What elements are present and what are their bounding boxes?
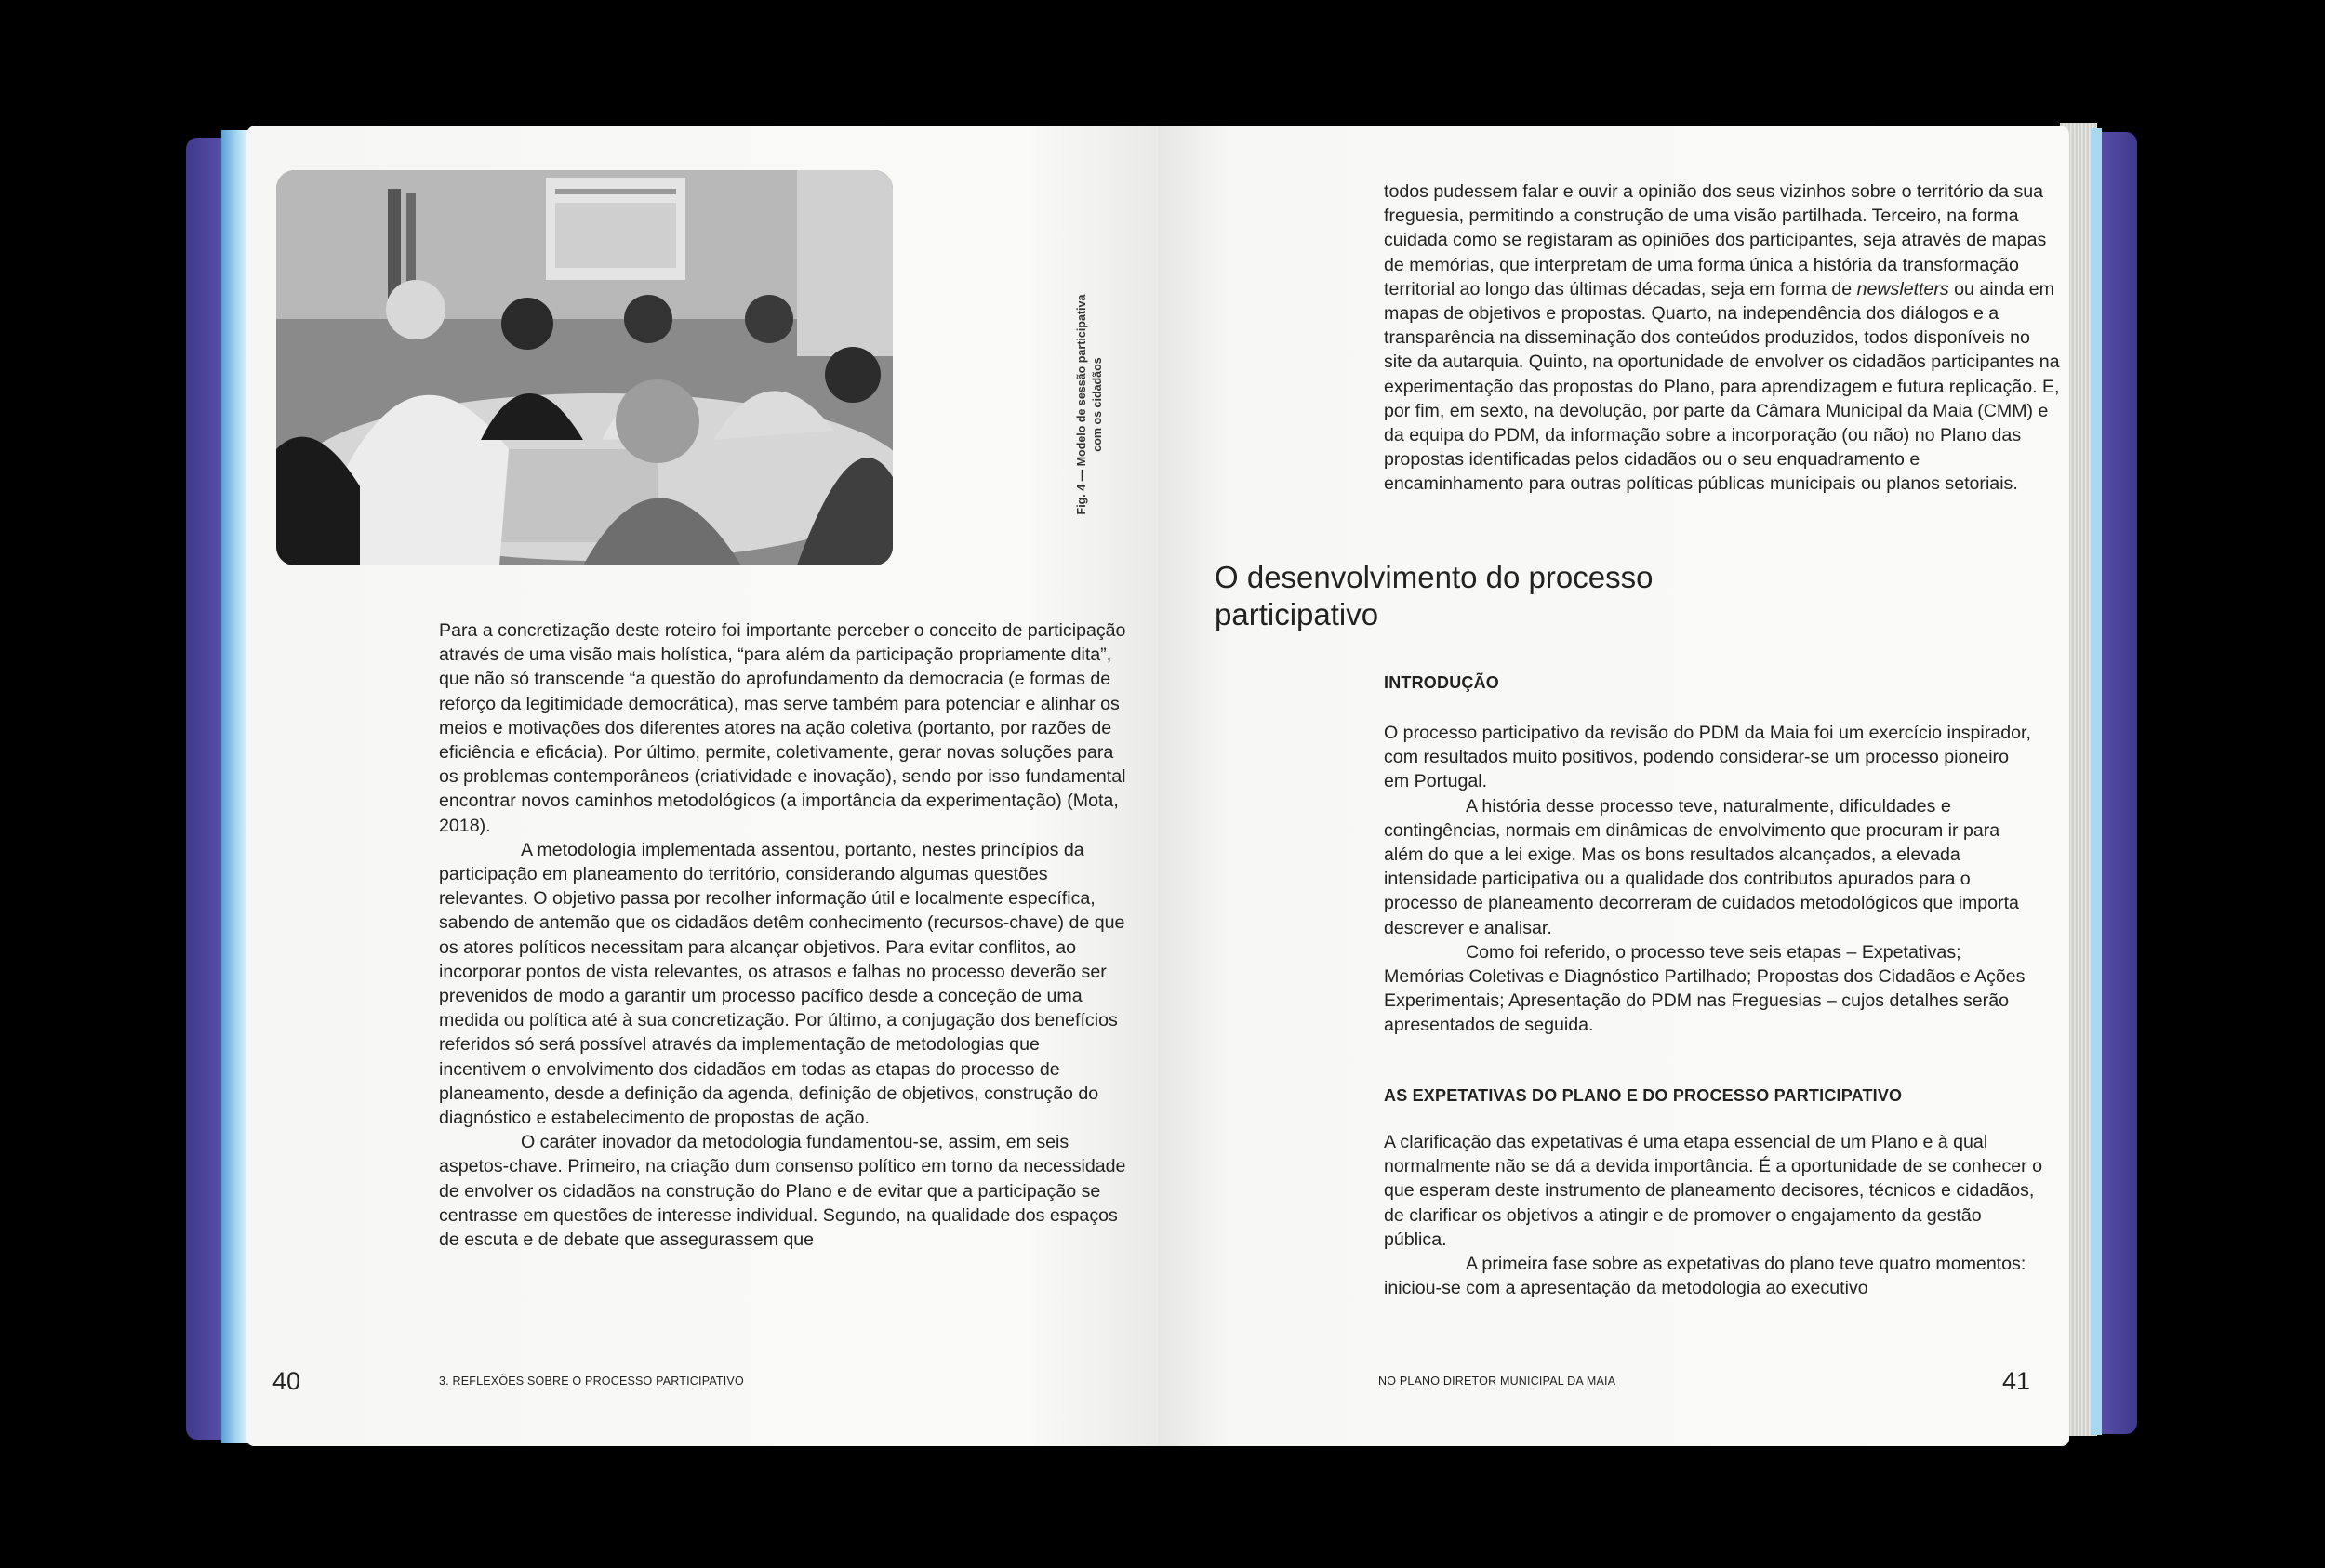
figure-caption-line2: com os cidadãos bbox=[1091, 357, 1104, 452]
intro-heading: INTRODUÇÃO bbox=[1384, 673, 1499, 692]
paragraph-part: todos pudessem falar e ouvir a opinião dos seus vizinhos sobre o território da sua freguesia, permitindo a construção de uma visão partilhada. Terceiro, na forma cuidada como se registaram as opiniões dos participantes, seja através de mapas de memórias, que interpretam de uma forma única a história da transformação territorial ao longo das últimas décadas, seja em forma de bbox=[1384, 181, 2047, 299]
paragraph: A metodologia implementada assentou, portanto, nestes princípios da participação em planeamento do território, considerando algumas questões relevantes. O objetivo passa por recolher informação útil e localmente específica, sabendo de antemão que os cidadãos detêm conhecimento (recursos-chave) de que os atores políticos necessitam para alcançar objetivos. Para evitar conflitos, ao incorporar pontos de vista relevantes, os atrasos e falhas no processo deverão ser prevenidos de modo a garantir um processo pacífico desde a conceção de uma medida ou política até à sua concretização. Por último, a conjugação dos benefícios referidos só será possível através da implementação de metodologias que incentivem o envolvimento dos cidadãos em todas as etapas do processo de planeamento, desde a definição da agenda, definição de objetivos, construção do diagnóstico e estabelecimento de propostas de ação. bbox=[439, 839, 1125, 1129]
paragraph: Para a concretização deste roteiro foi importante perceber o conceito de participação através de uma visão mais holística, “para além da participação propriamente dita”, que não só transcende “a questão do aprofundamento da democracia (e formas de reforço da legitimidade democrática), mas serve também para potenciar e alinhar os meios e motivações dos diferentes atores na ação coletiva (portanto, por razões de eficiência e eficácia). Por último, permite, coletivamente, gerar novas soluções para os problemas contemporâneos (criatividade e inovação), sendo por isso fundamental encontrar novos caminhos metodológicos (a importância da experimentação) (Mota, 2018). bbox=[439, 620, 1126, 836]
intro-text bbox=[1384, 721, 2035, 1038]
paragraph: O processo participativo da revisão do PDM da Maia foi um exercício inspirador, com resultados muito positivos, podendo considerar-se um processo pioneiro em Portugal. bbox=[1384, 723, 2031, 792]
expectations-heading: AS EXPETATIVAS DO PLANO E DO PROCESSO PARTICIPATIVO bbox=[1384, 1086, 1903, 1105]
right-page bbox=[1158, 126, 2069, 1446]
paragraph: Como foi referido, o processo teve seis etapas – Expetativas; Memórias Coletivas e Diagnóstico Partilhado; Propostas dos Cidadãos e Ações Experimentais; Apresentação do PDM nas Freguesias – cujos detalhes serão apresentados de seguida. bbox=[1384, 941, 2026, 1036]
left-page bbox=[246, 126, 1162, 1446]
page-number-right: 41 bbox=[2002, 1367, 2031, 1395]
photo-meeting-icon bbox=[276, 170, 893, 565]
paragraph: O caráter inovador da metodologia fundamentou-se, assim, em seis aspetos-chave. Primeiro, na criação dum consenso político em torno da necessidade de envolver os cidadãos na construção do Plano e de evitar que a participação se centrasse em questões de interesse individual. Segundo, na qualidade dos espaços de escuta e de debate que assegurassem que bbox=[439, 1132, 1126, 1251]
right-continuation-text bbox=[1384, 179, 2063, 497]
running-head-right: NO PLANO DIRETOR MUNICIPAL DA MAIA bbox=[1378, 1375, 1616, 1388]
book-edge-right-blue bbox=[2091, 128, 2102, 1435]
book-edge-left-blue bbox=[221, 130, 249, 1443]
paragraph: A primeira fase sobre as expetativas do plano teve quatro momentos: iniciou-se com a apresentação da metodologia ao executivo bbox=[1384, 1254, 2026, 1299]
paragraph: A clarificação das expetativas é uma etapa essencial de um Plano e à qual normalmente não se dá a devida importância. É a oportunidade de se conhecer o que esperam deste instrumento de planeamento decisores, técnicos e cidadãos, de clarificar os objetivos a atingir e de promover o engajamento da gestão pública. bbox=[1384, 1132, 2043, 1250]
page-number-left: 40 bbox=[272, 1367, 301, 1395]
running-head-left: 3. REFLEXÕES SOBRE O PROCESSO PARTICIPATIVO bbox=[439, 1375, 744, 1388]
figure-caption-line1: Fig. 4 — Modelo de sessão participativa bbox=[1075, 294, 1088, 515]
paragraph bbox=[1384, 179, 2063, 497]
section-title: O desenvolvimento do processo participativo bbox=[1215, 560, 1654, 631]
figure-caption bbox=[1074, 256, 1130, 553]
expectations-text bbox=[1384, 1130, 2044, 1300]
figure-photo bbox=[276, 170, 893, 565]
paragraph: A história desse processo teve, naturalmente, dificuldades e contingências, normais em dinâmicas de envolvimento que procuram ir para além do que a lei exige. Mas os bons resultados alcançados, a elevada intensidade participativa ou a qualidade dos contributos apurados para o processo de planeamento decorreram de cuidados metodológicos que importa descrever e analisar. bbox=[1384, 795, 2019, 938]
emphasis-newsletters: newsletters bbox=[1856, 278, 1949, 299]
paragraph-part: ou ainda em mapas de objetivos e propostas. Quarto, na independência dos diálogos e a transparência na disseminação dos conteúdos produzidos, todos disponíveis no site da autarquia. Quinto, na oportunidade de envolver os cidadãos participantes na experimentação das propostas do Plano, para aprendizagem e futura replicação. E, por fim, em sexto, na devolução, por parte da Câmara Municipal da Maia (CMM) e da equipa do PDM, da informação sobre a incorporação (ou não) no Plano das propostas identificadas pelos cidadãos ou o seu enquadramento e encaminhamento para outras políticas públicas municipais ou planos setoriais. bbox=[1384, 278, 2060, 495]
left-body-text bbox=[439, 618, 1127, 1252]
